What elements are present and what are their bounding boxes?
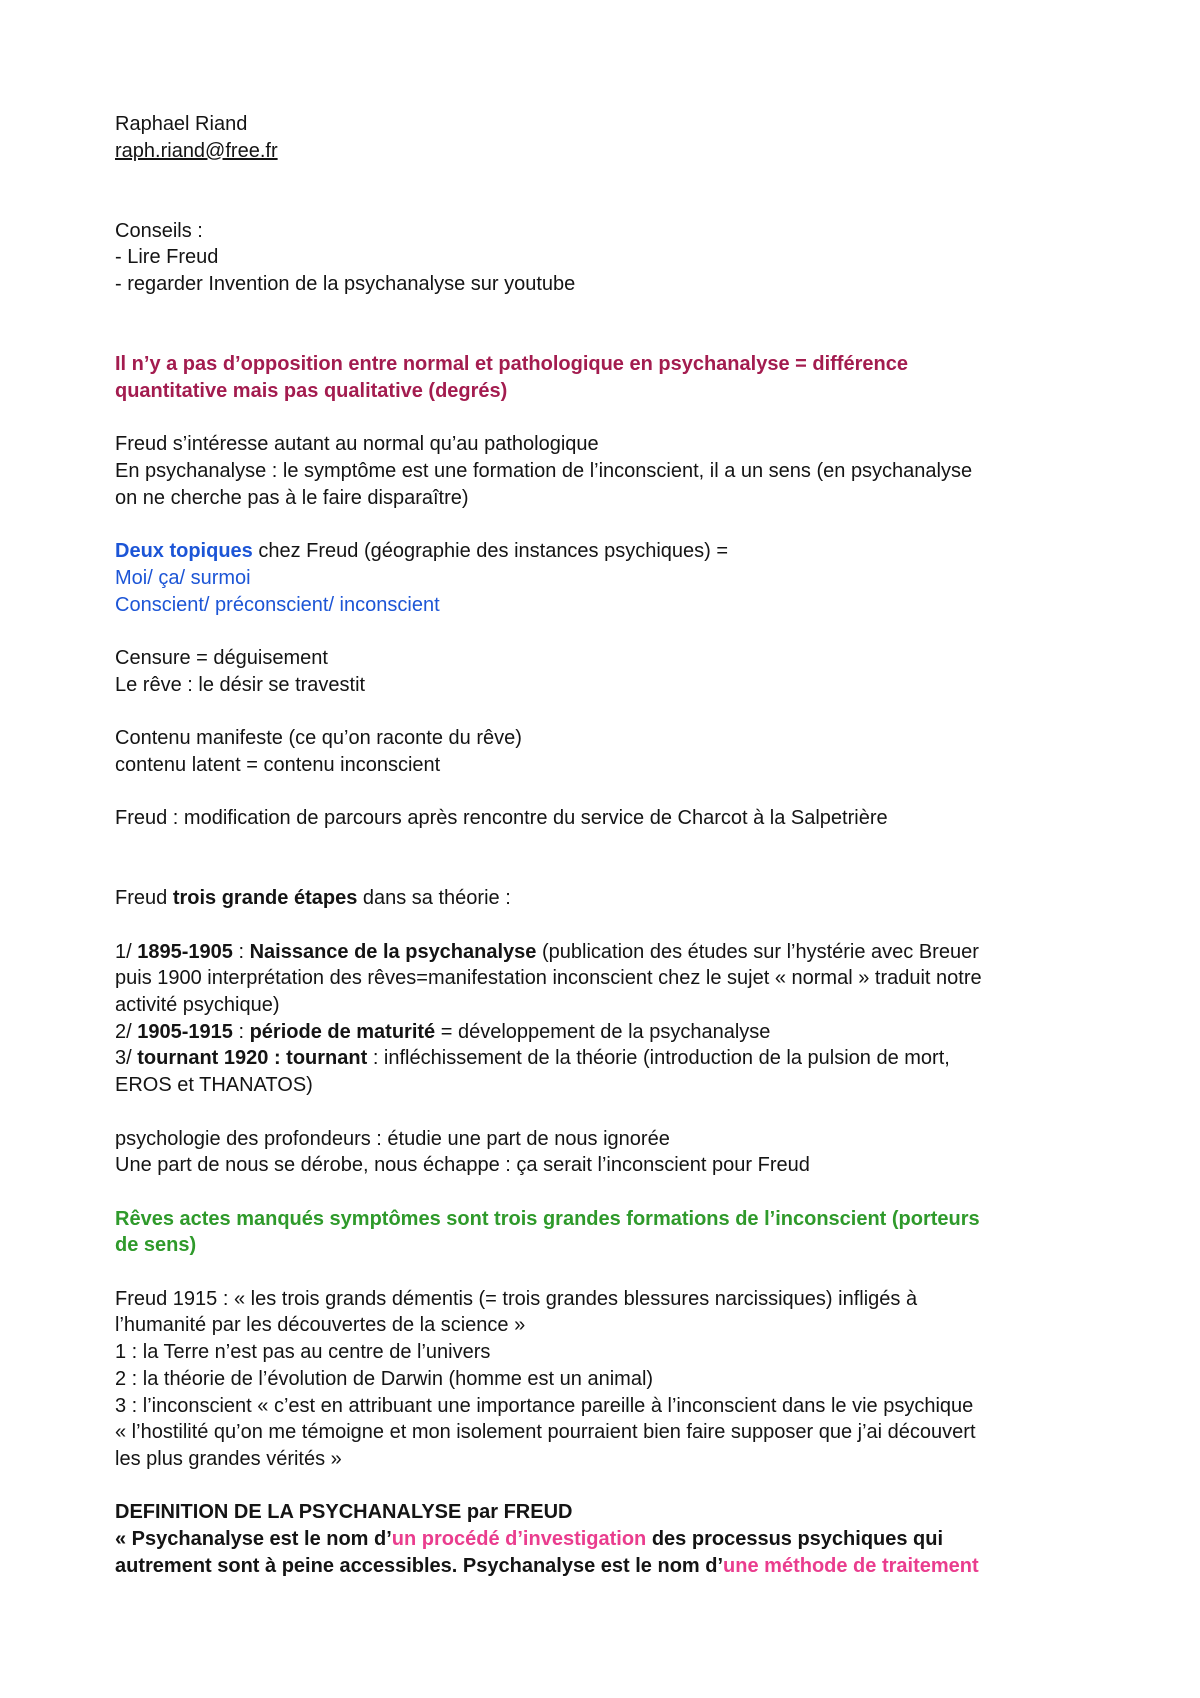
etape1-line3: activité psychique) bbox=[115, 994, 280, 1017]
dementis-quote2: les plus grandes vérités » bbox=[115, 1447, 342, 1470]
dementis-line1: Freud 1915 : « les trois grands démentis (= trois grandes blessures narcissiques) infligés à bbox=[115, 1287, 918, 1310]
definition-heading-rest: par FREUD bbox=[461, 1501, 573, 1524]
etapes-intro bbox=[115, 885, 1100, 912]
etape1-title: Naissance de la psychanalyse bbox=[249, 940, 537, 963]
etape3-line2: EROS et THANATOS) bbox=[115, 1074, 313, 1097]
etape1-sep: : bbox=[232, 940, 250, 963]
definition-line1-post: des processus psychiques qui bbox=[646, 1528, 944, 1551]
dementis-line2: l’humanité par les découvertes de la science » bbox=[115, 1314, 526, 1337]
etape1-years: 1895-1905 bbox=[137, 940, 233, 963]
definition-line2 bbox=[115, 1553, 1100, 1580]
dementis-item2: 2 : la théorie de l’évolution de Darwin (homme est un animal) bbox=[115, 1367, 654, 1390]
definition-line1 bbox=[115, 1526, 1100, 1553]
formations-heading-line1: Rêves actes manqués symptômes sont trois grandes formations de l’inconscient (porteurs bbox=[115, 1207, 980, 1230]
freud-interest-line3: on ne cherche pas à le faire disparaître) bbox=[115, 486, 469, 509]
etape3-num: 3/ bbox=[115, 1047, 138, 1070]
opposition-heading-line2: quantitative mais pas qualitative (degrés) bbox=[115, 379, 508, 402]
conseils-item: - Lire Freud bbox=[115, 246, 219, 269]
profondeurs-line2: Une part de nous se dérobe, nous échappe : ça serait l’inconscient pour Freud bbox=[115, 1154, 810, 1177]
etape3-line1 bbox=[115, 1045, 1100, 1072]
topiques-item1: Moi/ ça/ surmoi bbox=[115, 566, 251, 589]
conseils-item: - regarder Invention de la psychanalyse sur youtube bbox=[115, 273, 576, 296]
etape2-line bbox=[115, 1019, 1100, 1046]
topiques-label: Deux topiques bbox=[115, 540, 253, 563]
etape1-line1 bbox=[115, 939, 1100, 966]
etape1-line2: puis 1900 interprétation des rêves=manifestation inconscient chez le sujet « normal » traduit notre bbox=[115, 967, 982, 990]
author-email-link[interactable]: raph.riand@free.fr bbox=[115, 139, 278, 162]
topiques-item2: Conscient/ préconscient/ inconscient bbox=[115, 593, 440, 616]
author-name: Raphael Riand bbox=[115, 113, 248, 135]
etapes-intro-bold: trois grande étapes bbox=[172, 887, 358, 910]
etapes-intro-pre: Freud bbox=[115, 887, 173, 910]
opposition-heading-line1: Il n’y a pas d’opposition entre normal et pathologique en psychanalyse = différence bbox=[115, 353, 908, 376]
definition-heading bbox=[115, 1499, 1100, 1526]
definition-line2-pre: autrement sont à peine accessibles. Psychanalyse est le nom d’ bbox=[115, 1554, 724, 1577]
censure-line1: Censure = déguisement bbox=[115, 646, 328, 669]
contenu-line1: Contenu manifeste (ce qu’on raconte du rêve) bbox=[115, 727, 522, 750]
etape1-rest: (publication des études sur l’hystérie avec Breuer bbox=[536, 940, 979, 963]
etape1-num: 1/ bbox=[115, 940, 138, 963]
topiques-line bbox=[115, 538, 1100, 565]
definition-line1-highlight: un procédé d’investigation bbox=[391, 1528, 647, 1551]
formations-heading-line2: de sens) bbox=[115, 1234, 197, 1257]
etape2-rest: = développement de la psychanalyse bbox=[435, 1020, 771, 1043]
etape3-title: tournant 1920 : tournant bbox=[137, 1047, 368, 1070]
charcot-line: Freud : modification de parcours après rencontre du service de Charcot à la Salpetrière bbox=[115, 807, 888, 830]
conseils-title: Conseils : bbox=[115, 219, 203, 242]
freud-interest-line2: En psychanalyse : le symptôme est une formation de l’inconscient, il a un sens (en psychanalyse bbox=[115, 460, 973, 483]
etapes-intro-post: dans sa théorie : bbox=[357, 887, 511, 910]
dementis-item1: 1 : la Terre n’est pas au centre de l’univers bbox=[115, 1341, 491, 1364]
etape3-rest: : infléchissement de la théorie (introduction de la pulsion de mort, bbox=[367, 1047, 950, 1070]
etape2-title: période de maturité bbox=[249, 1020, 436, 1043]
freud-interest-line1: Freud s’intéresse autant au normal qu’au pathologique bbox=[115, 433, 599, 456]
dementis-quote1: « l’hostilité qu’on me témoigne et mon isolement pourraient bien faire supposer que j’ai découvert bbox=[115, 1421, 976, 1444]
etape2-num: 2/ bbox=[115, 1020, 138, 1043]
topiques-rest: chez Freud (géographie des instances psychiques) = bbox=[252, 540, 729, 563]
censure-line2: Le rêve : le désir se travestit bbox=[115, 673, 366, 696]
definition-heading-bold: DEFINITION DE LA PSYCHANALYSE bbox=[115, 1501, 462, 1524]
dementis-item3: 3 : l’inconscient « c’est en attribuant une importance pareille à l’inconscient dans le vie psychique bbox=[115, 1394, 974, 1417]
contenu-line2: contenu latent = contenu inconscient bbox=[115, 753, 441, 776]
definition-line1-pre: « Psychanalyse est le nom d’ bbox=[115, 1528, 392, 1551]
profondeurs-line1: psychologie des profondeurs : étudie une part de nous ignorée bbox=[115, 1127, 670, 1150]
definition-line2-highlight: une méthode de traitement bbox=[723, 1554, 979, 1577]
etape2-sep: : bbox=[232, 1020, 250, 1043]
etape2-years: 1905-1915 bbox=[137, 1020, 233, 1043]
